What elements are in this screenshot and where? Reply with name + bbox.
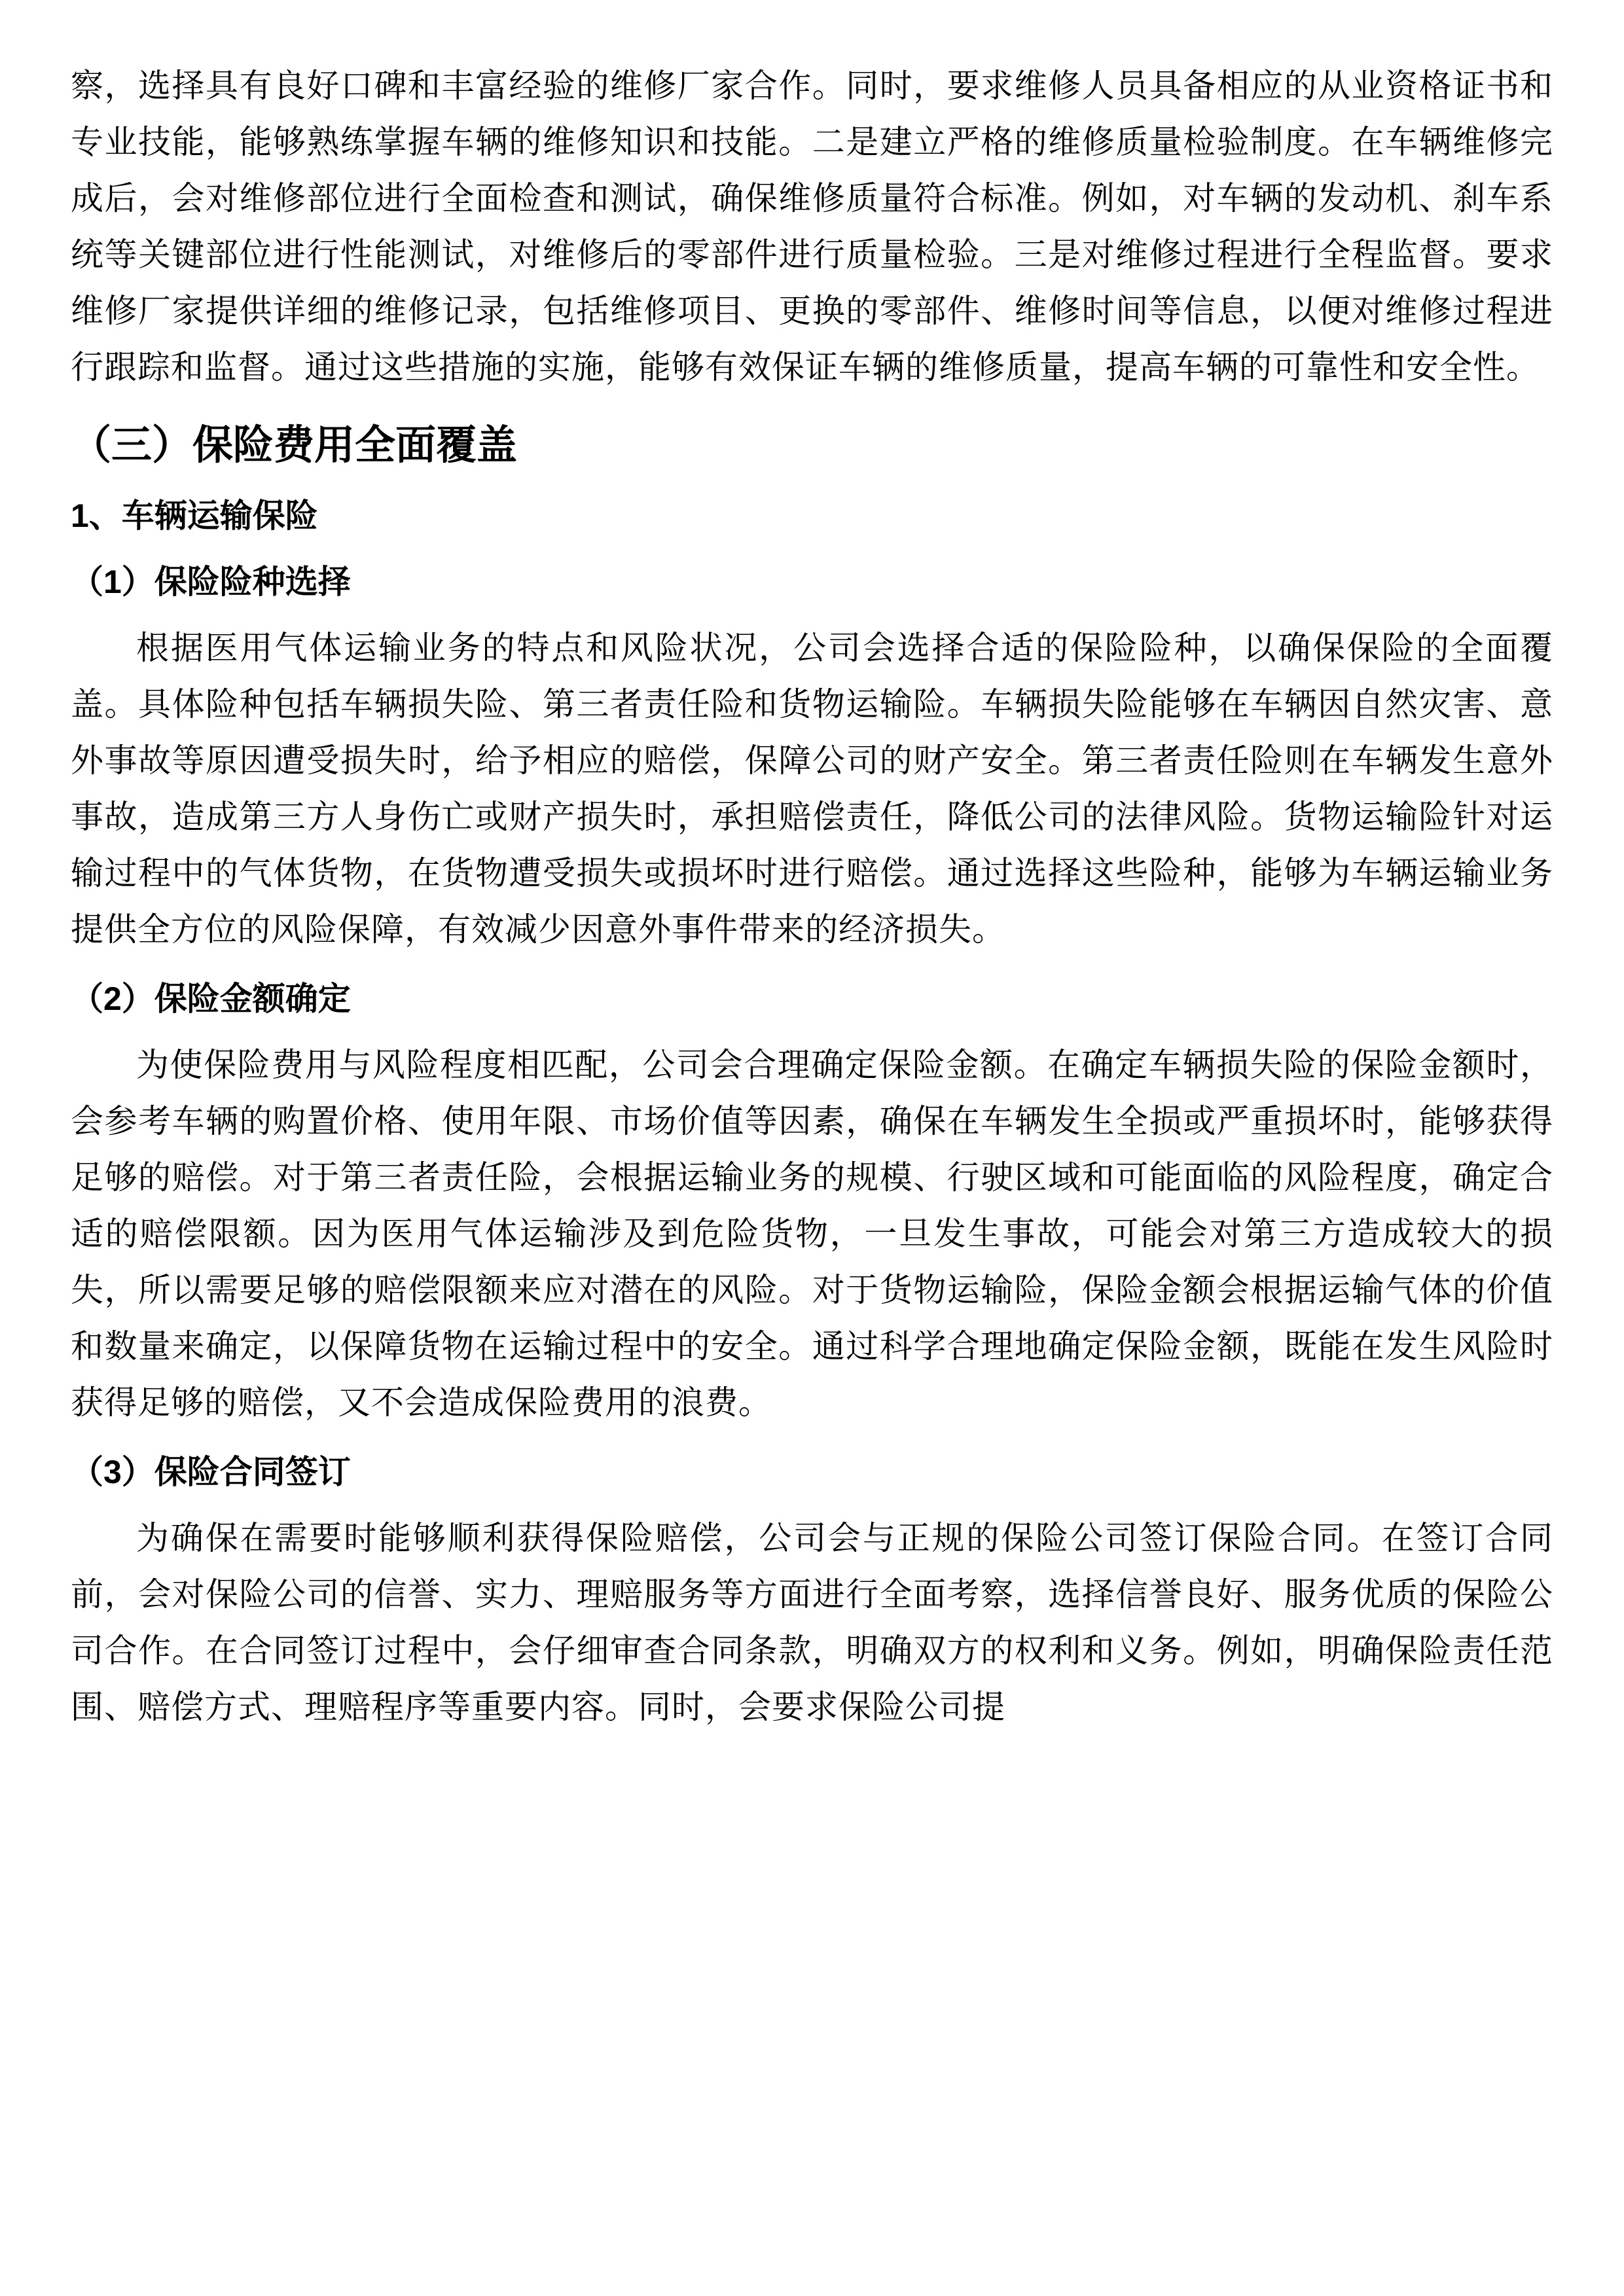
heading-insurance-amount-determination: （2）保险金额确定 bbox=[71, 980, 351, 1017]
paragraph-insurance-contract-signing: 为确保在需要时能够顺利获得保险赔偿，公司会与正规的保险公司签订保险合同。在签订合同前，会对保险公司的信誉、实力、理赔服务等方面进行全面考察，选择信誉良好、服务优质的保险公司合作。在合同签订过程中，会仔细审查合同条款，明确双方的权利和义务。例如，明确保险责任范围、赔偿方式、理赔程序等重要内容。同时，会要求保险公司提 bbox=[71, 1519, 1553, 1725]
paragraph-maintenance-quality-continuation: 察，选择具有良好口碑和丰富经验的维修厂家合作。同时，要求维修人员具备相应的从业资格证书和专业技能，能够熟练掌握车辆的维修知识和技能。二是建立严格的维修质量检验制度。在车辆维修完成后，会对维修部位进行全面检查和测试，确保维修质量符合标准。例如，对车辆的发动机、刹车系统等关键部位进行性能测试，对维修后的零部件进行质量检验。三是对维修过程进行全程监督。要求维修厂家提供详细的维修记录，包括维修项目、更换的零部件、维修时间等信息，以便对维修过程进行跟踪和监督。通过这些措施的实施，能够有效保证车辆的维修质量，提高车辆的可靠性和安全性。 bbox=[71, 67, 1553, 386]
paragraph-insurance-type-selection: 根据医用气体运输业务的特点和风险状况，公司会选择合适的保险险种，以确保保险的全面覆盖。具体险种包括车辆损失险、第三者责任险和货物运输险。车辆损失险能够在车辆因自然灾害、意外事故等原因遭受损失时，给予相应的赔偿，保障公司的财产安全。第三者责任险则在车辆发生意外事故，造成第三方人身伤亡或财产损失时，承担赔偿责任，降低公司的法律风险。货物运输险针对运输过程中的气体货物，在货物遭受损失或损坏时进行赔偿。通过选择这些险种，能够为车辆运输业务提供全方位的风险保障，有效减少因意外事件带来的经济损失。 bbox=[71, 629, 1553, 948]
heading-insurance-type-selection: （1）保险险种选择 bbox=[71, 563, 351, 600]
heading-vehicle-transport-insurance: 1、车辆运输保险 bbox=[71, 497, 318, 534]
heading-section-insurance-coverage: （三）保险费用全面覆盖 bbox=[71, 423, 518, 468]
paragraph-insurance-amount-determination: 为使保险费用与风险程度相匹配，公司会合理确定保险金额。在确定车辆损失险的保险金额时，会参考车辆的购置价格、使用年限、市场价值等因素，确保在车辆发生全损或严重损坏时，能够获得足够的赔偿。对于第三者责任险，会根据运输业务的规模、行驶区域和可能面临的风险程度，确定合适的赔偿限额。因为医用气体运输涉及到危险货物，一旦发生事故，可能会对第三方造成较大的损失，所以需要足够的赔偿限额来应对潜在的风险。对于货物运输险，保险金额会根据运输气体的价值和数量来确定，以保障货物在运输过程中的安全。通过科学合理地确定保险金额，既能在发生风险时获得足够的赔偿，又不会造成保险费用的浪费。 bbox=[71, 1046, 1553, 1421]
heading-insurance-contract-signing: （3）保险合同签订 bbox=[71, 1453, 351, 1490]
